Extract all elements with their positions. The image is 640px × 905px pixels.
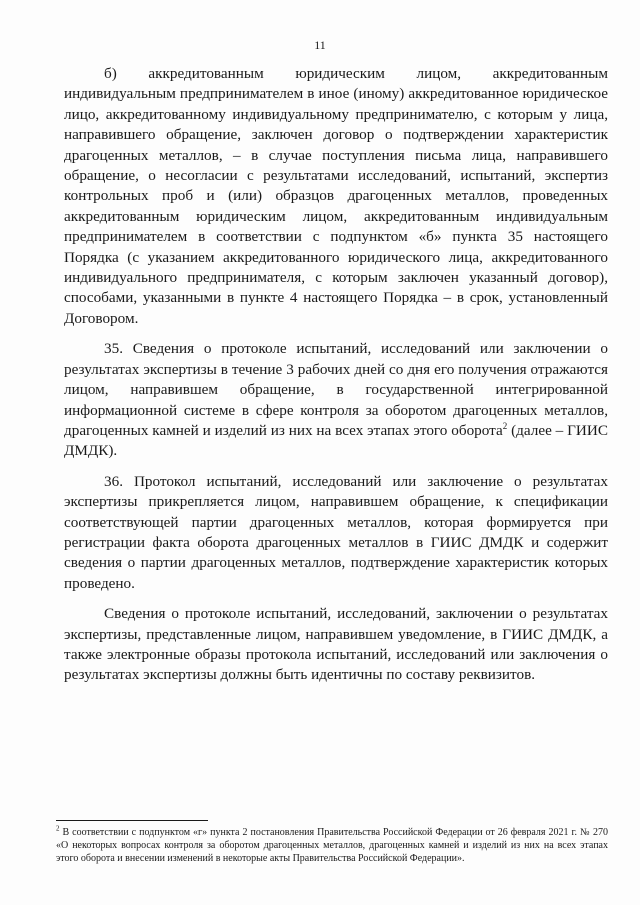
paragraph-b: б) аккредитованным юридическим лицом, аккредитованным индивидуальным предпринимателем в иное (иному) аккредитованное юридическое лицо, аккредитованному индивидуальному предпринимателю, с которым у лица, направившего обращение, заключен договор о подтверждении характеристик драгоценных металлов, – в случае поступления письма лица, направившего обращение, о несогласии с результатами исследований, испытаний, экспертиз контрольных проб и (или) образцов драгоценных металлов, проведенных аккредитованным юридическим лицом, аккредитованным индивидуальным предпринимателем в соответствии с подпунктом «б» пункта 35 настоящего Порядка (с указанием аккредитованного юридического лица, аккредитованного индивидуального предпринимателя, с которым заключен указанный договор), способами, указанными в пункте 4 настоящего Порядка – в срок, установленный Договором. bbox=[64, 65, 608, 327]
page-number: 11 bbox=[314, 38, 326, 52]
footnote bbox=[56, 826, 608, 865]
document-body bbox=[64, 64, 608, 696]
paragraph-36-continued: Сведения о протоколе испытаний, исследований, заключении о результатах экспертизы, представленные лицом, направившем уведомление, в ГИИС ДМДК, а также электронные образы протокола испытаний, исследований или заключения о результатах экспертизы должны быть идентичны по составу реквизитов. bbox=[64, 605, 608, 684]
footnote-reference: 2 bbox=[502, 420, 508, 431]
paragraph-35-text: 35. Сведения о протоколе испытаний, исследований или заключении о результатах экспертизы в течение 3 рабочих дней со дня его получения отражаются лицом, направившем обращение, в государственной интегрированной информационной системе в сфере контроля за оборотом драгоценных металлов, драгоценных камней и изделий из них на всех этапах этого оборота bbox=[64, 340, 608, 439]
footnote-mark: 2 bbox=[56, 824, 60, 833]
paragraph-36: 36. Протокол испытаний, исследований или заключение о результатах экспертизы прикрепляется лицом, направившем обращение, к спецификации соответствующей партии драгоценных металлов, которая формируется при регистрации факта оборота драгоценных металлов в ГИИС ДМДК и содержит сведения о партии драгоценных металлов, подтверждение характеристик которых проведено. bbox=[64, 472, 608, 592]
footnote-text: В соответствии с подпунктом «г» пункта 2 постановления Правительства Российской Федерации от 26 февраля 2021 г. № 270 «О некоторых вопросах контроля за оборотом драгоценных металлов, драгоценных камней и изделий из них на всех этапах этого оборота и внесении изменений в некоторые акты Правительства Российской Федерации». bbox=[56, 827, 608, 864]
paragraph-35-tail: (далее – ГИИС ДМДК). bbox=[64, 421, 608, 460]
footnote-divider bbox=[56, 820, 208, 821]
paragraph-35 bbox=[64, 339, 608, 461]
